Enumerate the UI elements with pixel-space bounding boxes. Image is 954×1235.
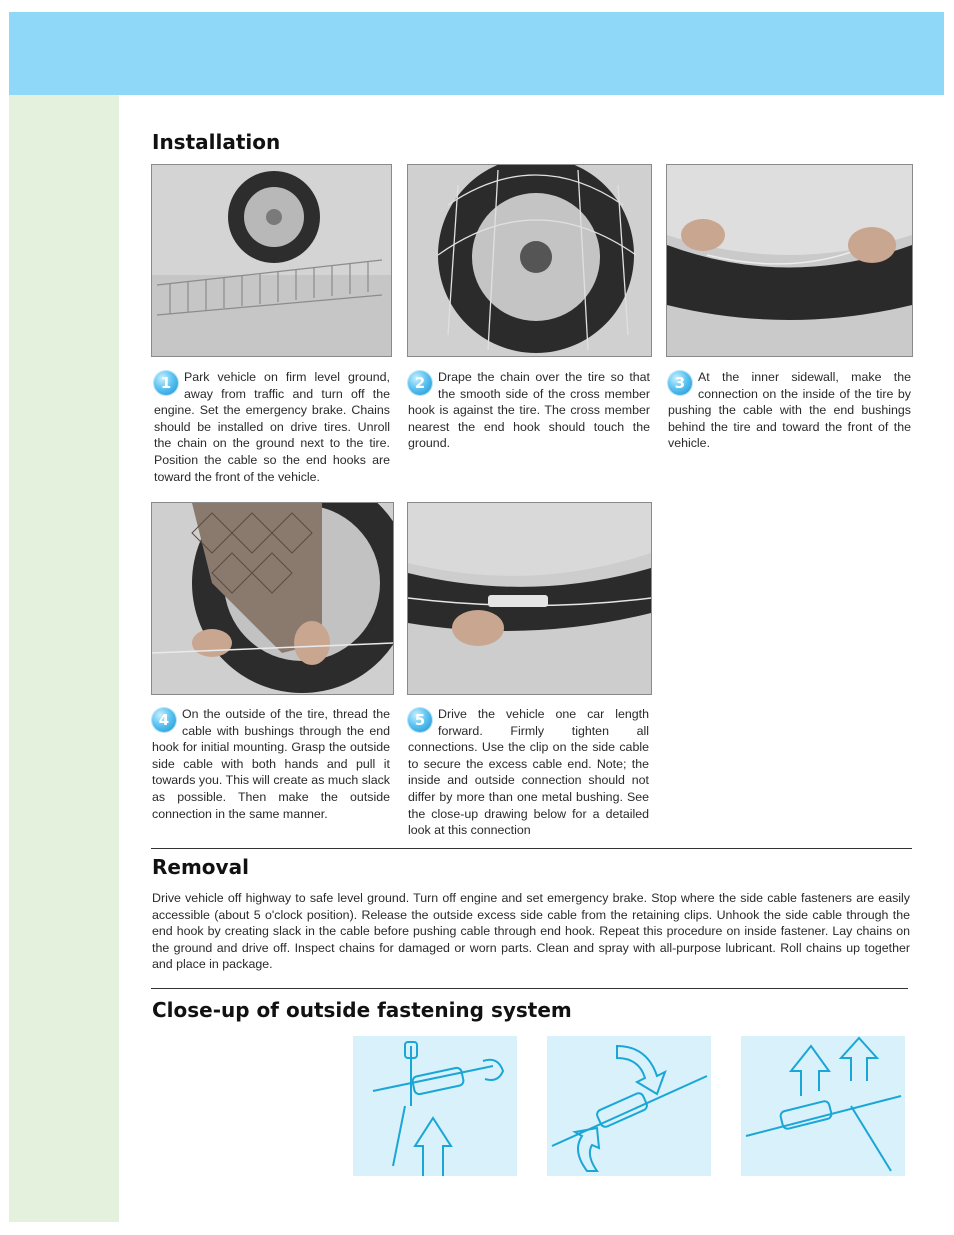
step-5-number-icon: 5: [408, 708, 432, 732]
step-4-description: On the outside of the tire, thread the cable with bushings through the end hook for initial mounting. Grasp the outside side cable with both hands and pull it towards you. This will create as much slack as possible. Then make the outside connection in the same manner.: [152, 707, 390, 821]
section-divider-closeup: [151, 988, 908, 989]
step-3-description: At the inner sidewall, make the connection on the inside of the tire by pushing the cable with the end bushings behind the tire and toward the front of the vehicle.: [668, 370, 911, 451]
step-1-number-icon: 1: [154, 371, 178, 395]
closeup-diagram-1: [353, 1036, 517, 1176]
section-divider-removal: [151, 848, 912, 849]
removal-heading: Removal: [152, 855, 249, 879]
step-4-text: [152, 706, 390, 822]
closeup-diagram-2: [547, 1036, 711, 1176]
step-5-text: [408, 706, 649, 839]
step-5-photo: [407, 502, 652, 695]
curved-arrow-icon: [617, 1046, 665, 1094]
sidebar-band: [9, 95, 119, 1222]
step-3-text: [668, 369, 911, 452]
closeup-heading: Close-up of outside fastening system: [152, 998, 572, 1022]
up-arrow-icon: [415, 1118, 451, 1176]
up-arrow-icon-1: [791, 1046, 829, 1096]
removal-text: Drive vehicle off highway to safe level ground. Turn off engine and set emergency brake. Stop where the side cable fasteners are easily accessible (about 5 o'clock position). Release the outside excess side cable from the retaining clips. Unhook the side cable through the end hook by creating slack in the cable before pushing cable through end hook. Repeat this procedure on inside fastener. Lay chains on the ground and drive off. Inspect chains for damaged or worn parts. Clean and spray with all-purpose lubricant. Roll chains up together and place in package.: [152, 891, 910, 972]
step-3-number-icon: 3: [668, 371, 692, 395]
step-2-photo: [407, 164, 652, 357]
up-arrow-icon-2: [841, 1038, 877, 1081]
step-3-photo: [666, 164, 913, 357]
step-4-number-icon: 4: [152, 708, 176, 732]
header-band: [9, 12, 944, 95]
closeup-diagram-3: [741, 1036, 905, 1176]
curved-arrow-icon-2: [575, 1128, 599, 1171]
step-5-description: Drive the vehicle one car length forward. Firmly tighten all connections. Use the clip on the side cable to secure the excess cable end. Note; the inside and outside connection should not differ by more than one metal bushing. See the close-up drawing below for a detailed look at this connection: [408, 707, 649, 838]
step-2-text: [408, 369, 650, 452]
step-2-number-icon: 2: [408, 371, 432, 395]
step-1-photo: [151, 164, 392, 357]
step-4-photo: [151, 502, 394, 695]
step-2-description: Drape the chain over the tire so that the smooth side of the cross member hook is against the tire. The cross member nearest the end hook should touch the ground.: [408, 370, 650, 451]
step-1-text: [154, 369, 390, 485]
installation-heading: Installation: [152, 130, 281, 154]
step-1-description: Park vehicle on firm level ground, away from traffic and turn off the engine. Set the emergency brake. Chains should be installed on drive tires. Unroll the chain on the ground next to the tire. Position the cable so the end hooks are toward the front of the vehicle.: [154, 370, 390, 484]
